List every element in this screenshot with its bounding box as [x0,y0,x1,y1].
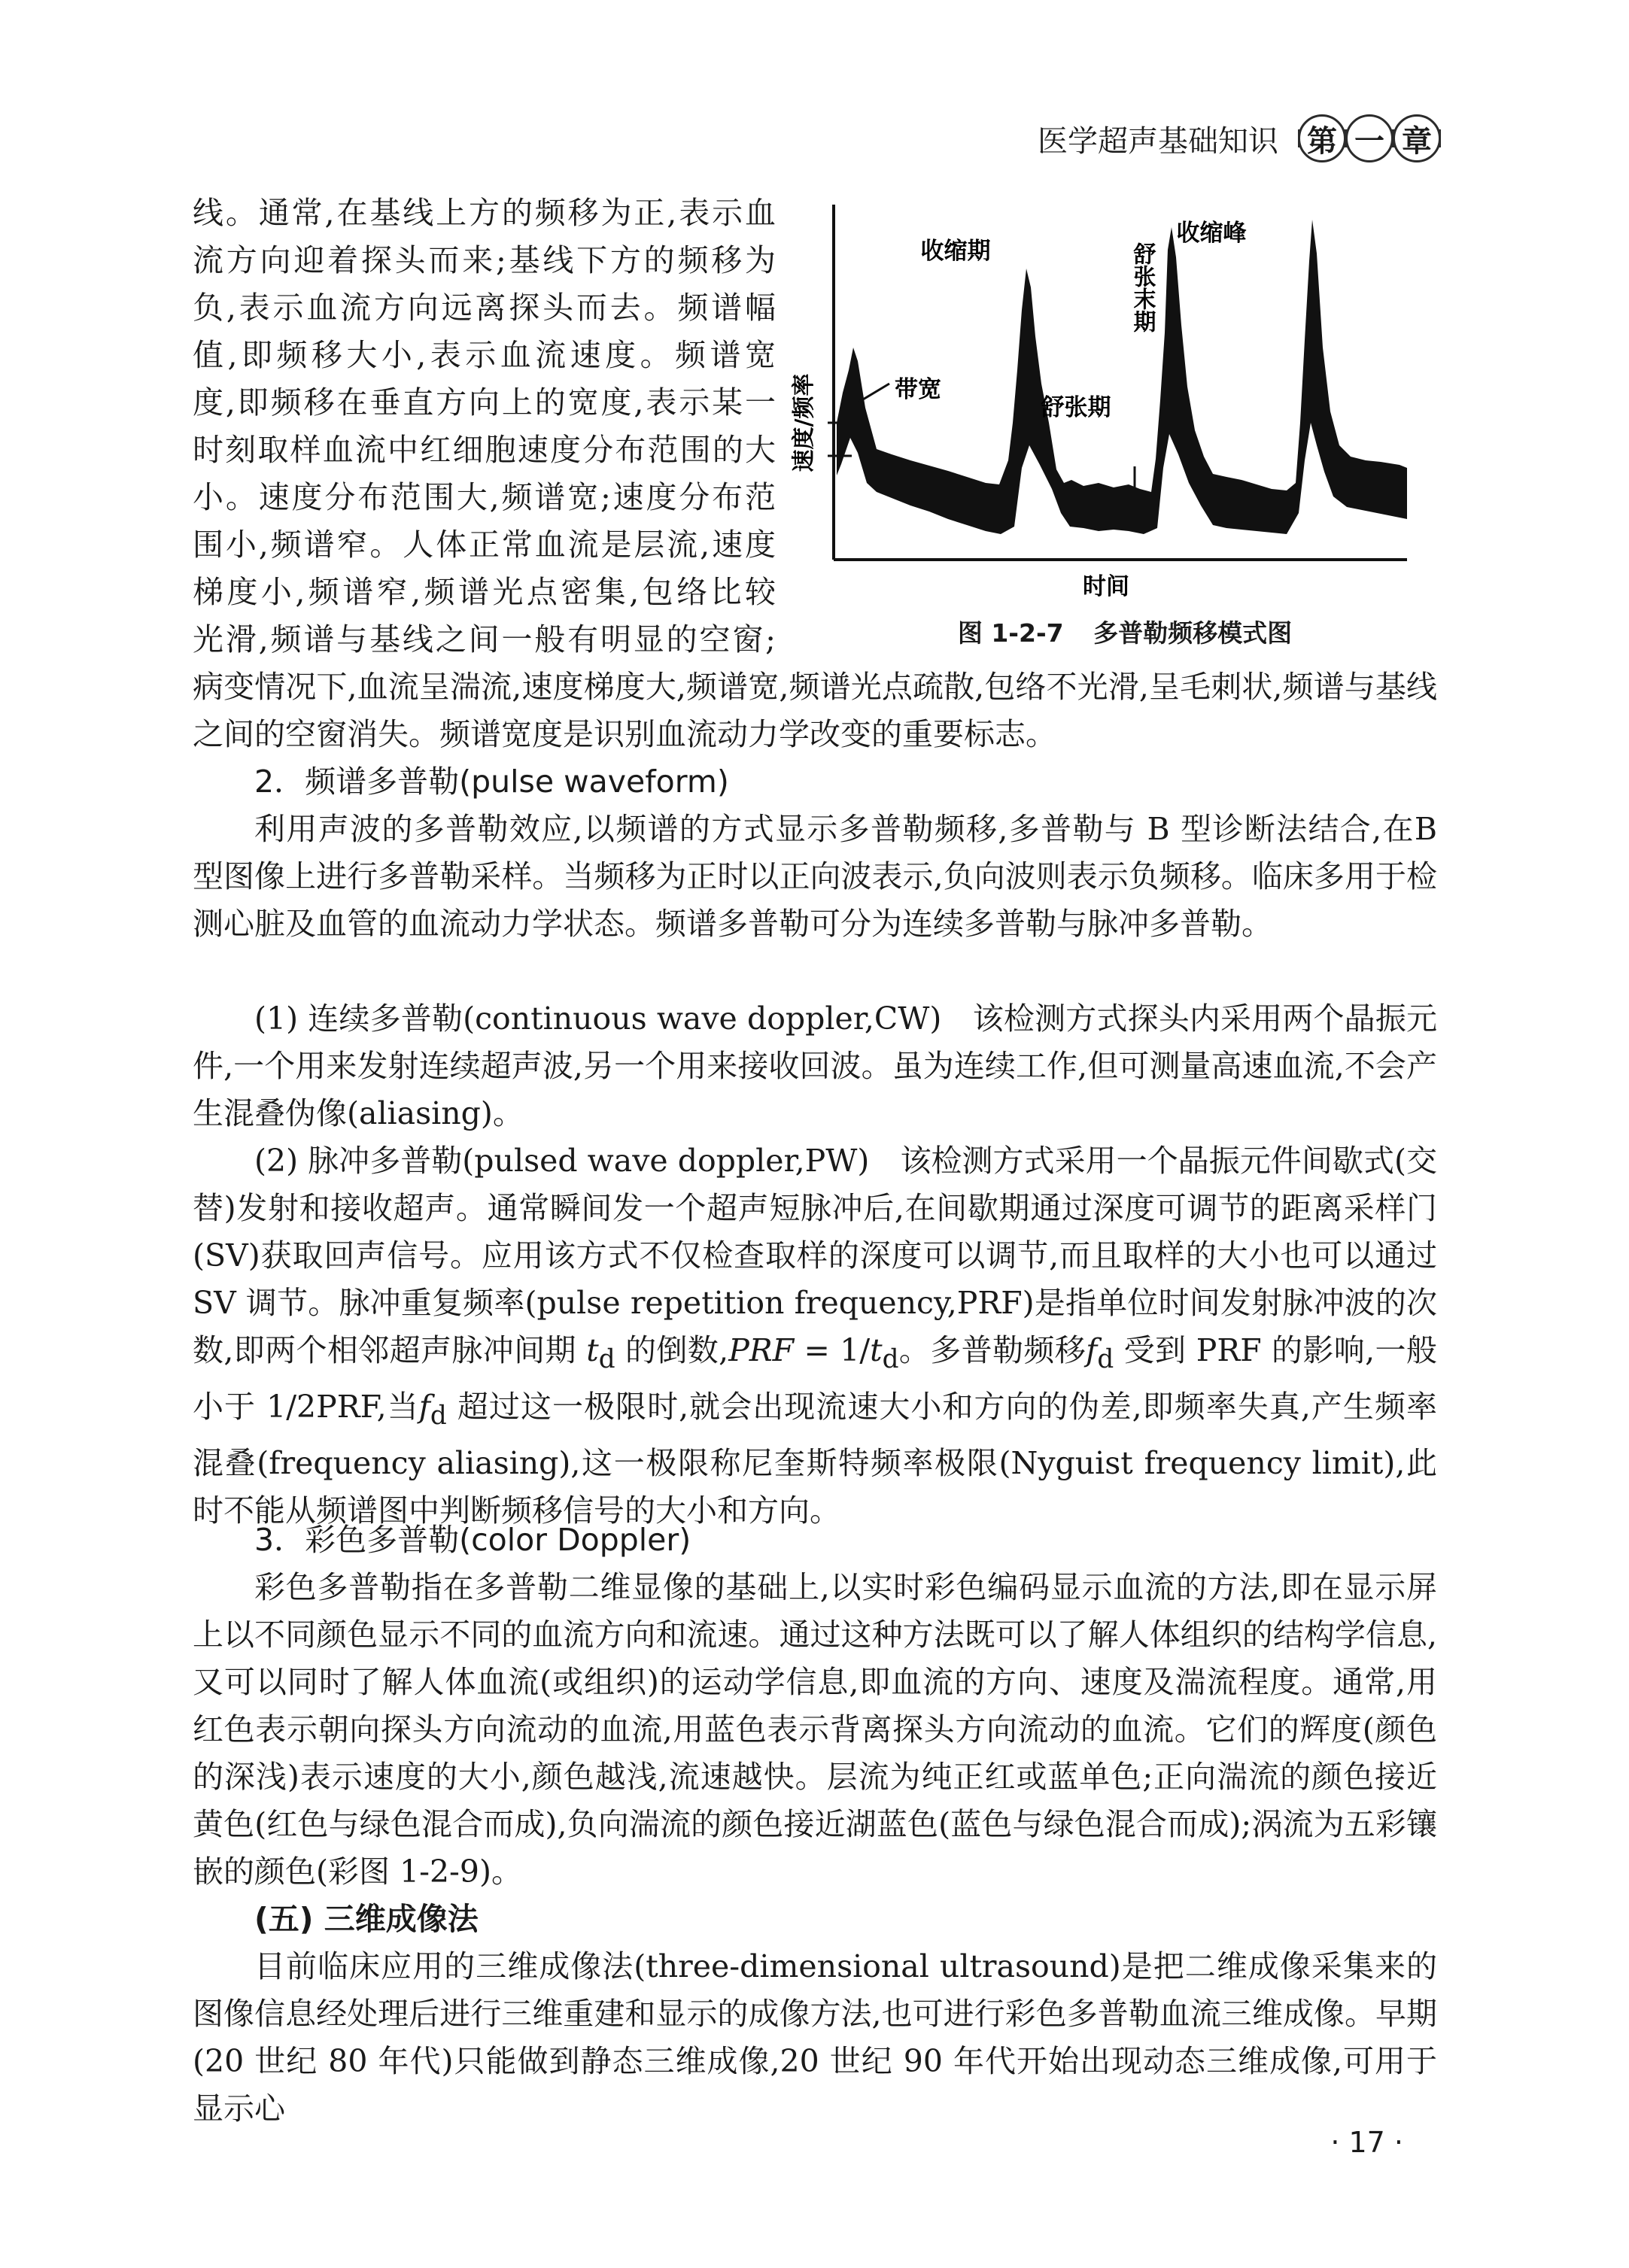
fd-symbol-2: f [418,1389,430,1425]
text-line: 负,表示血流方向远离探头而去。频谱幅 [193,290,776,326]
prf-equals: = 1/ [804,1332,871,1368]
narrow-paragraph [193,190,776,663]
paragraph-spectral: 利用声波的多普勒效应,以频谱的方式显示多普勒频移,多普勒与 B 型诊断法结合,在B 型图像上进行多普勒采样。当频移为正时以正向波表示,负向波则表示负频移。临床多用于检测心脏及血管的血流动力学状态。频谱多普勒可分为连续多普勒与脉冲多普勒。 [193,811,1437,942]
label-peak: 收缩峰 [1176,220,1247,247]
fd-subscript-2: d [430,1401,447,1432]
running-header [1038,111,1441,165]
pw-text-3: 。多普勒频移 [898,1332,1087,1368]
figure-caption [813,614,1437,649]
y-axis-label: 速度/频率 [791,373,817,472]
cw-text: 该检测方式探头内采用两个晶振元件,一个用来发射连续超声波,另一个用来接收回波。虽为连续工作,但可测量高速血流,不会产生混叠伪像(aliasing)。 [193,1000,1438,1131]
text-line: 梯度小,频谱窄,频谱光点密集,包络比较 [193,574,776,610]
text-line: 度,即频移在垂直方向上的宽度,表示某一 [193,384,776,421]
pw-text-5: 超过这一极限时,就会出现流速大小和方向的伪差,即频率失真,产生频率混叠(frequency aliasing),这一极限称尼奎斯特频率极限(Nyguist frequency limit),此时不能从频谱图中判断频移信号的大小和方向。 [193,1389,1437,1529]
pw-text-2: 的倒数, [625,1332,729,1368]
fd-subscript: d [1097,1344,1114,1375]
label-end-diastole: 舒张末期 [1129,242,1156,332]
text-line: 流方向迎着探头而来;基线下方的频移为 [193,242,776,278]
chapter-char-3: 章 [1393,114,1441,162]
prf-formula: PRF [728,1332,795,1368]
fd-symbol: f [1086,1332,1098,1368]
text-line: 光滑,频谱与基线之间一般有明显的空窗; [193,621,776,657]
td-symbol-2: t [870,1332,883,1368]
heading-3d: (五) 三维成像法 [254,1901,479,1937]
chapter-badge [1298,114,1441,162]
chapter-char-1: 第 [1298,114,1346,162]
paragraph-pw [193,1137,1437,1535]
pw-text-4: 受到 PRF 的影响,一般小于 1/2PRF,当 [193,1332,1437,1425]
text-line: 小。速度分布范围大,频谱宽;速度分布范 [193,479,776,515]
td-subscript: d [598,1344,615,1375]
heading-spectral-doppler: 2．频谱多普勒(pulse waveform) [254,764,729,800]
paragraph-continued: 病变情况下,血流呈湍流,速度梯度大,频谱宽,频谱光点疏散,包络不光滑,呈毛刺状,频谱与基线之间的空窗消失。频谱宽度是识别血流动力学改变的重要标志。 [193,669,1437,752]
x-axis-label: 时间 [1083,573,1129,600]
doppler-figure [791,197,1441,648]
pw-label: (2) 脉冲多普勒(pulsed wave doppler,PW) [254,1143,870,1179]
paragraph-3d: 目前临床应用的三维成像法(three-dimensional ultrasound)是把二维成像采集来的图像信息经处理后进行三维重建和显示的成像方法,也可进行彩色多普勒血流三维成像。早期(20 世纪 80 年代)只能做到静态三维成像,20 世纪 90 年代开始出现动态三维成像,可用于显示心 [193,1948,1437,2127]
figure-title: 多普勒频移模式图 [1093,618,1293,648]
page-number: · 17 · [1330,2126,1403,2159]
text-line: 时刻取样血流中红细胞速度分布范围的大 [193,432,776,468]
paragraph-cw [193,995,1437,1137]
cw-label: (1) 连续多普勒(continuous wave doppler,CW) [254,1000,942,1037]
text-line: 线。通常,在基线上方的频移为正,表示血 [193,195,776,231]
chapter-char-2: 一 [1345,114,1393,162]
label-bandwidth: 带宽 [895,376,941,403]
pw-text-1: 该检测方式采用一个晶振元件间歇式(交替)发射和接收超声。通常瞬间发一个超声短脉冲后,在间歇期通过深度可调节的距离采样门(SV)获取回声信号。应用该方式不仅检查取样的深度可以调节,而且取样的大小也可以通过 SV 调节。脉冲重复频率(pulse repetition frequency,PRF)是指单位时间发射脉冲波的次数,即两个相邻超声脉冲间期 [193,1143,1438,1368]
heading-color-doppler: 3．彩色多普勒(color Doppler) [254,1522,691,1558]
label-diastole: 舒张期 [1041,394,1111,421]
header-title: 医学超声基础知识 [1038,123,1278,159]
label-systole: 收缩期 [920,238,991,265]
figure-number: 图 1-2-7 [957,618,1064,648]
paragraph-color: 彩色多普勒指在多普勒二维显像的基础上,以实时彩色编码显示血流的方法,即在显示屏上以不同颜色显示不同的血流方向和流速。通过这种方法既可以了解人体组织的结构学信息,又可以同时了解人体血流(或组织)的运动学信息,即血流的方向、速度及湍流程度。通常,用红色表示朝向探头方向流动的血流,用蓝色表示背离探头方向流动的血流。它们的辉度(颜色的深浅)表示速度的大小,颜色越浅,流速越快。层流为纯正红或蓝单色;正向湍流的颜色接近黄色(红色与绿色混合而成),负向湍流的颜色接近湖蓝色(蓝色与绿色混合而成);涡流为五彩镶嵌的颜色(彩图 1-2-9)。 [193,1569,1437,1890]
td-symbol: t [586,1332,599,1368]
td-subscript-2: d [882,1344,899,1375]
bandwidth-leader [859,384,889,402]
text-line: 值,即频移大小,表示血流速度。频谱宽 [193,337,776,373]
doppler-spectrum-graphic [791,197,1441,611]
text-line: 围小,频谱窄。人体正常血流是层流,速度 [193,527,776,563]
